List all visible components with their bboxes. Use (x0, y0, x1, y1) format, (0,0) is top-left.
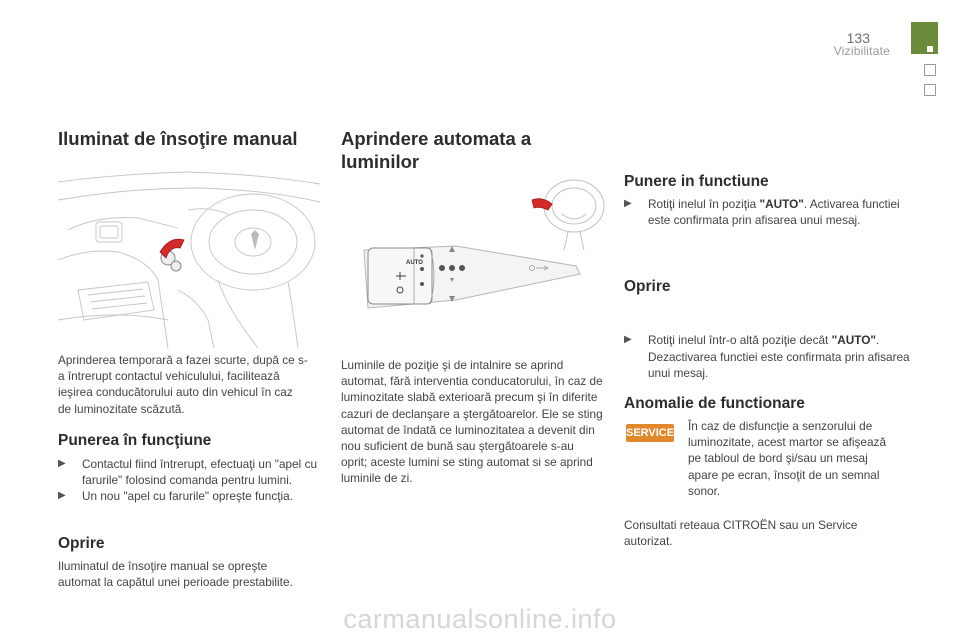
auto-lighting-title (341, 127, 581, 173)
consult-network-text: Consultati reteaua CITROËN sau un Service autorizat. (624, 518, 858, 549)
dashboard-drawing (58, 170, 320, 348)
stop-text-left: Iluminatul de însoţire manual se opreşte automat la capătul unei perioade prestabilite. (58, 559, 293, 590)
auto-lighting-title-line2: luminilor (341, 151, 420, 173)
stop-pre-text: Rotiţi inelul într-o altă poziţie decât (648, 333, 832, 348)
anomaly-text: În caz de disfuncţie a senzorului de luminozitate, acest martor se afişează pe tabloul de bord şi/sau un mesaj apare pe ecran, însoţit de un semnal sonor. (688, 419, 887, 498)
steering-wheel-illustration (528, 170, 620, 255)
activation-heading-left: Punerea în funcţiune (58, 432, 212, 449)
stalk-auto-label: AUTO (406, 260, 423, 266)
manual-lighting-title: Iluminat de însoţire manual (58, 128, 298, 149)
chapter-tab[interactable] (911, 22, 938, 54)
service-warning-icon: SERVICE (626, 424, 674, 442)
auto-position-label: "AUTO" (759, 197, 804, 211)
chapter-tab-empty-2[interactable] (924, 84, 936, 96)
arrow-bullet-icon: ▶ (624, 198, 632, 209)
section-title: Vizibilitate (833, 44, 890, 58)
auto-lighting-title-line1: Aprindere automata a (341, 128, 532, 149)
list-item (58, 488, 320, 504)
stop-post-text: . Dezactivarea functiei este confirmata prin afisarea unui mesaj. (648, 333, 910, 380)
activation-post-text: . Activarea functiei este confirmata prin afisarea unui mesaj. (648, 197, 900, 228)
bullet-text: Un nou "apel cu farurile" opreşte funcţia. (82, 489, 294, 504)
list-item (58, 456, 320, 488)
page-number: 133 (846, 30, 870, 46)
auto-position-label-2: "AUTO" (831, 333, 877, 348)
tab-marker-icon (927, 46, 933, 52)
anomaly-heading: Anomalie de functionare (624, 395, 805, 412)
manual-lighting-intro: Aprinderea temporară a fazei scurte, după ce s-a întrerupt contactul vehiculului, facilitează ieşirea conducătorului auto din vehicul în caz de luminozitate scăzută. (58, 353, 308, 416)
stop-heading-right: Oprire (624, 278, 671, 295)
activation-instruction (624, 196, 910, 228)
arrow-bullet-icon: ▶ (624, 334, 632, 346)
activation-pre-text: Rotiţi inelul în poziţia (648, 197, 760, 211)
steering-wheel-drawing (528, 170, 620, 250)
auto-lighting-description: Luminile de poziţie şi de intalnire se aprind automat, fără interventia conducatorului, în caz de luminozitate slabă exterioară precum şi în diferite cazuri de declanşare a ştergătoarelor. Ele se sting automat de îndată ce luminozitatea a devenit din nou suficient de bună sau ştergătoarele s-au oprit; aceste lumini se sting automat si se aprind luminile de zi. (341, 358, 603, 486)
arrow-bullet-icon: ▶ (58, 490, 66, 502)
activation-heading-right: Punere in functiune (624, 173, 769, 190)
activation-bullets-left (58, 456, 320, 505)
stop-heading-left: Oprire (58, 535, 105, 552)
bullet-text: Contactul fiind întrerupt, efectuaţi un "apel cu farurile" folosind comanda pentru lumini. (82, 457, 318, 488)
stop-instruction (624, 332, 910, 381)
dashboard-illustration (58, 170, 320, 353)
watermark: carmanualsonline.info (343, 604, 617, 634)
chapter-tab-empty-1[interactable] (924, 64, 936, 76)
arrow-bullet-icon: ▶ (58, 458, 66, 469)
